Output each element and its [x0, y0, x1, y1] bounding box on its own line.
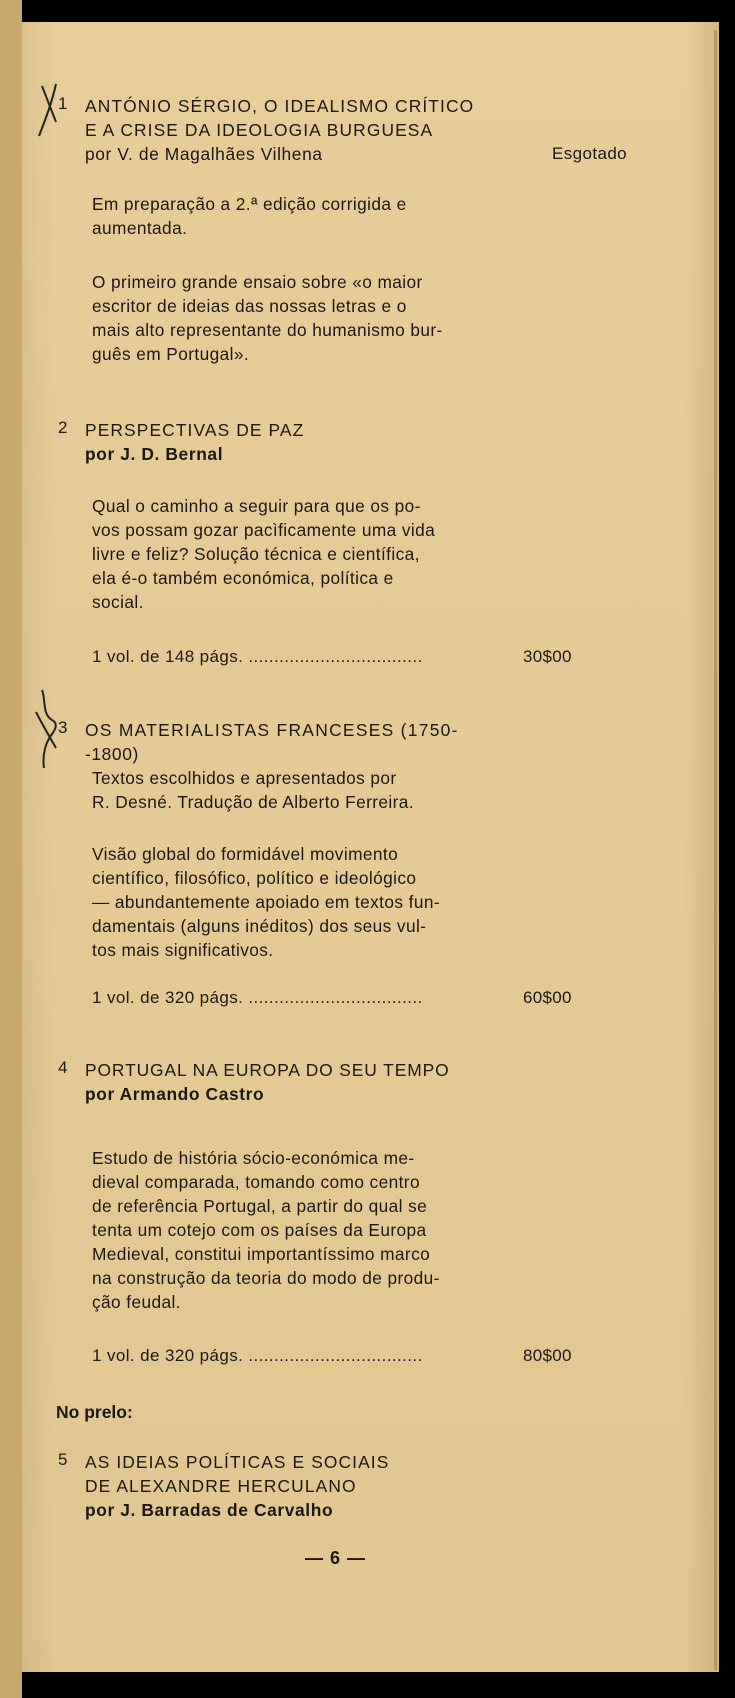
description-line: Visão global do formidável movimento: [92, 844, 399, 864]
description-line: tos mais significativos.: [92, 940, 274, 960]
entry-volume: 1 vol. de 320 págs. ..................................: [92, 988, 423, 1007]
description-line: Qual o caminho a seguir para que os po-: [92, 496, 421, 516]
description-line: de referência Portugal, a partir do qual se: [92, 1196, 428, 1216]
entry-description: [92, 842, 497, 962]
entry-subtitle: [92, 766, 497, 814]
entry-number: 3: [58, 718, 68, 737]
description-line: Estudo de história sócio-económica me-: [92, 1148, 415, 1168]
description-line: social.: [92, 592, 144, 612]
entry-status: Esgotado: [552, 144, 628, 163]
entry-price: 60$00: [523, 988, 572, 1007]
description-line: ela é-o também económica, política e: [92, 568, 394, 588]
page-fold: [714, 30, 717, 1670]
entry-author: por V. de Magalhães Vilhena: [85, 144, 323, 164]
entry-description: [92, 1146, 497, 1314]
entry-title-line: E A CRISE DA IDEOLOGIA BURGUESA: [85, 120, 434, 140]
subtitle-line: R. Desné. Tradução de Alberto Ferreira.: [92, 792, 415, 812]
page-number: — 6 —: [305, 1548, 367, 1568]
entry-author: por J. Barradas de Carvalho: [85, 1500, 334, 1520]
entry-description: [92, 494, 497, 614]
entry-title-line: PERSPECTIVAS DE PAZ: [85, 420, 305, 440]
entry-number: 1: [58, 94, 68, 113]
entry-title-line: AS IDEIAS POLÍTICAS E SOCIAIS: [85, 1452, 390, 1472]
entry-title-line: -1800): [85, 744, 139, 764]
entry-note: [92, 192, 497, 240]
description-line: — abundantemente apoiado em textos fun-: [92, 892, 441, 912]
entry-price: 30$00: [523, 647, 572, 666]
entry-number: 2: [58, 418, 68, 437]
entry-title-line: OS MATERIALISTAS FRANCESES (1750-: [85, 720, 459, 740]
entry-title-line: ANTÓNIO SÉRGIO, O IDEALISMO CRÍTICO: [85, 96, 475, 116]
description-line: Medieval, constitui importantíssimo marco: [92, 1244, 431, 1264]
entry-volume: 1 vol. de 148 págs. ..................................: [92, 647, 423, 666]
description-line: científico, filosófico, político e ideológico: [92, 868, 417, 888]
description-line: mais alto representante do humanismo bur-: [92, 320, 443, 340]
page-edge: [0, 0, 22, 1698]
entry-description: [92, 270, 497, 366]
description-line: damentais (alguns inéditos) dos seus vul-: [92, 916, 427, 936]
section-label: No prelo:: [56, 1402, 133, 1422]
note-line: aumentada.: [92, 218, 188, 238]
note-line: Em preparação a 2.ª edição corrigida e: [92, 194, 407, 214]
entry-title-line: PORTUGAL NA EUROPA DO SEU TEMPO: [85, 1060, 450, 1080]
description-line: guês em Portugal».: [92, 344, 250, 364]
description-line: na construção da teoria do modo de produ-: [92, 1268, 440, 1288]
description-line: vos possam gozar pacìficamente uma vida: [92, 520, 436, 540]
description-line: dieval comparada, tomando como centro: [92, 1172, 420, 1192]
entry-author: por Armando Castro: [85, 1084, 265, 1104]
description-line: escritor de ideias das nossas letras e o: [92, 296, 407, 316]
entry-volume: 1 vol. de 320 págs. ..................................: [92, 1346, 423, 1365]
entry-number: 5: [58, 1450, 68, 1469]
entry-number: 4: [58, 1058, 68, 1077]
subtitle-line: Textos escolhidos e apresentados por: [92, 768, 397, 788]
description-line: ção feudal.: [92, 1292, 181, 1312]
description-line: tenta um cotejo com os países da Europa: [92, 1220, 427, 1240]
entry-author: por J. D. Bernal: [85, 444, 224, 464]
description-line: livre e feliz? Solução técnica e científica,: [92, 544, 420, 564]
entry-price: 80$00: [523, 1346, 572, 1365]
entry-title-line: DE ALEXANDRE HERCULANO: [85, 1476, 357, 1496]
description-line: O primeiro grande ensaio sobre «o maior: [92, 272, 423, 292]
